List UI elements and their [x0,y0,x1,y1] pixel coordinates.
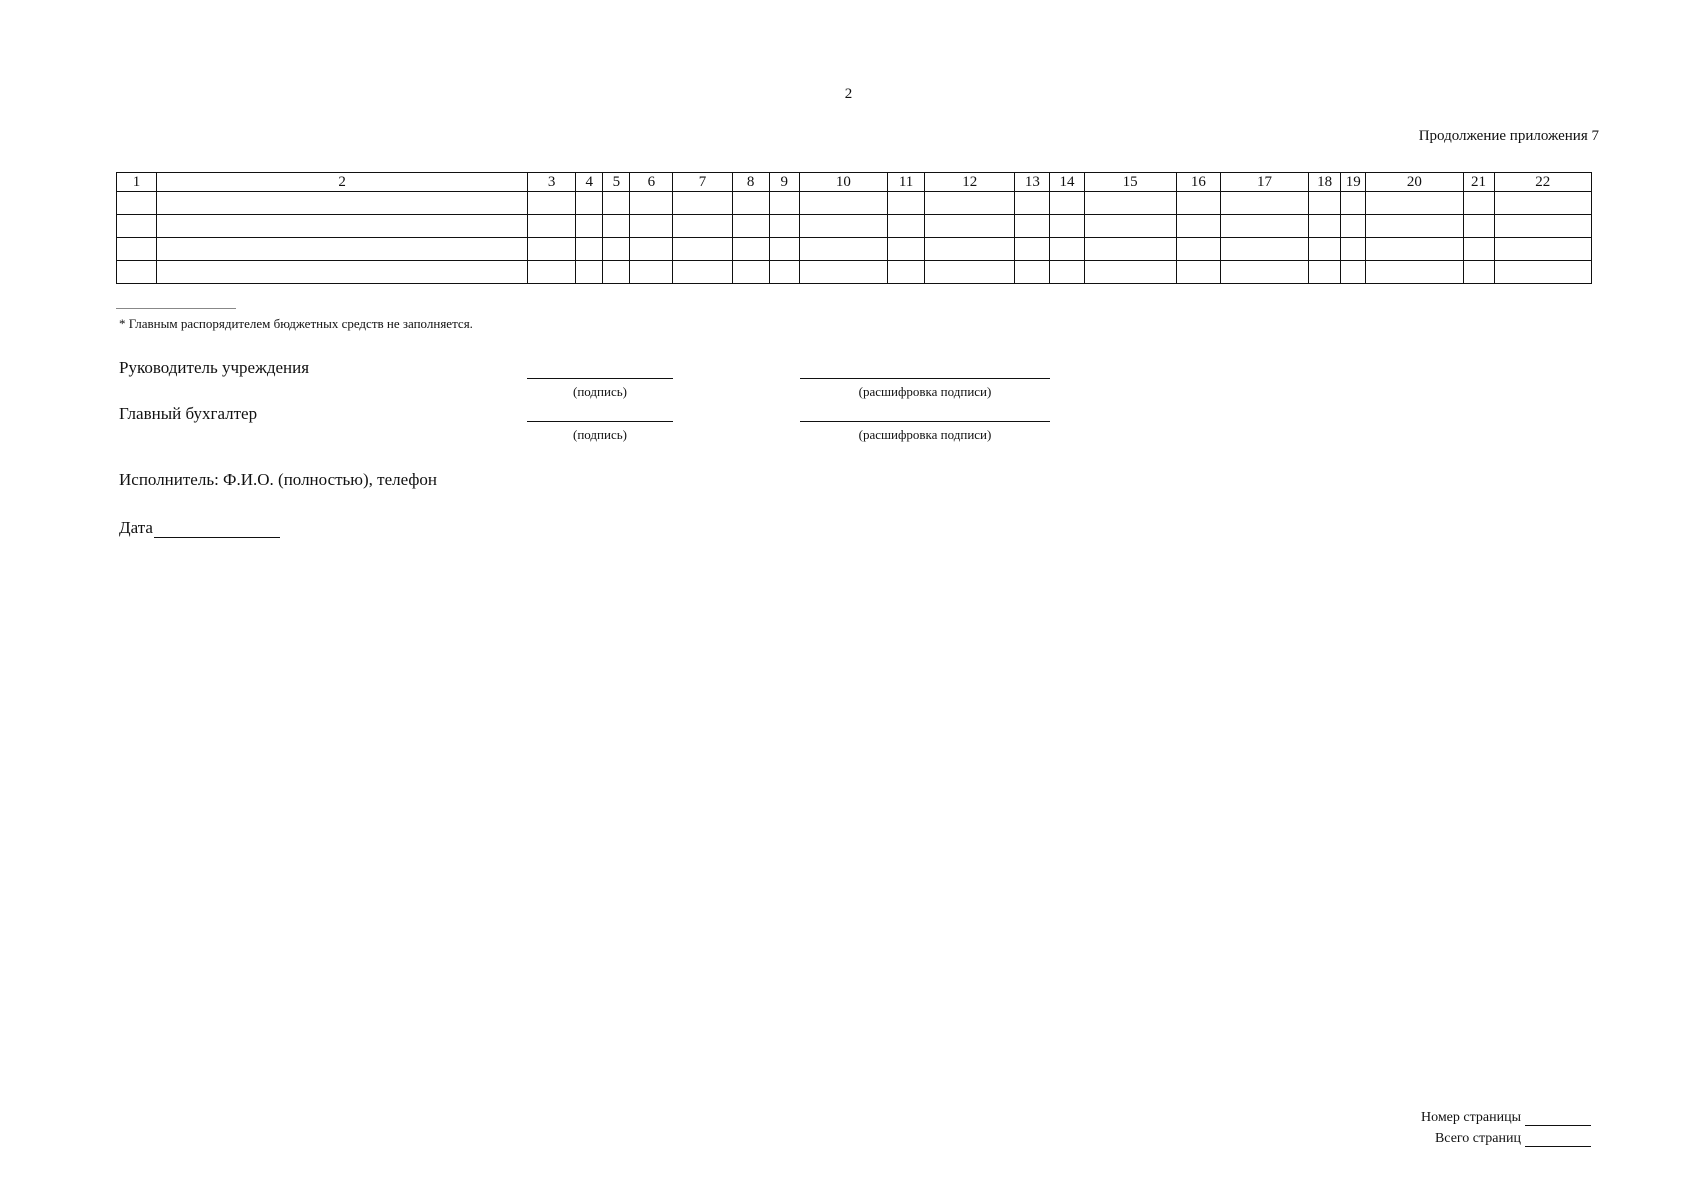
column-number-cell: 17 [1220,173,1308,192]
table-cell[interactable] [1463,261,1494,284]
table-row [117,215,1592,238]
table-cell[interactable] [1050,192,1084,215]
table-cell[interactable] [769,215,799,238]
date-row [119,518,280,538]
column-number-cell: 1 [117,173,157,192]
table-cell[interactable] [603,261,630,284]
table-cell[interactable] [1463,192,1494,215]
table-cell[interactable] [1341,238,1366,261]
table-cell[interactable] [732,192,769,215]
head-name-caption: (расшифровка подписи) [858,384,992,399]
table-cell[interactable] [888,192,925,215]
table-cell[interactable] [603,215,630,238]
table-cell[interactable] [1220,192,1308,215]
table-cell[interactable] [1220,238,1308,261]
table-cell[interactable] [1463,215,1494,238]
table-cell[interactable] [1341,215,1366,238]
form-table [116,172,1592,284]
table-cell[interactable] [925,192,1015,215]
table-cell[interactable] [1494,261,1591,284]
column-number-cell: 20 [1366,173,1463,192]
table-cell[interactable] [1341,261,1366,284]
accountant-name-caption: (расшифровка подписи) [858,427,992,442]
column-number-cell: 9 [769,173,799,192]
accountant-name-field[interactable] [800,421,1050,422]
table-cell[interactable] [603,192,630,215]
head-of-institution-label: Руководитель учреждения [119,358,310,377]
column-number-cell: 13 [1015,173,1050,192]
table-cell[interactable] [1015,238,1050,261]
table-cell[interactable] [1309,215,1341,238]
column-number-cell: 2 [157,173,528,192]
table-cell[interactable] [1050,238,1084,261]
table-cell[interactable] [528,192,576,215]
table-cell[interactable] [1050,215,1084,238]
table-cell[interactable] [528,261,576,284]
executor-label: Исполнитель: Ф.И.О. (полностью), телефон [119,470,437,489]
table-cell[interactable] [528,238,576,261]
table-cell[interactable] [1494,215,1591,238]
table-cell[interactable] [1494,192,1591,215]
table-cell[interactable] [673,215,732,238]
date-label: Дата [119,518,153,537]
table-cell[interactable] [673,238,732,261]
table-cell[interactable] [117,215,157,238]
table-cell[interactable] [157,192,528,215]
footnote: * Главным распорядителем бюджетных средств не заполняется. [119,316,473,331]
table-cell[interactable] [1366,238,1463,261]
table-cell[interactable] [1176,261,1220,284]
table-cell[interactable] [1176,215,1220,238]
page-number-row [1421,1110,1591,1126]
chief-accountant-label: Главный бухгалтер [119,404,258,423]
accountant-signature-caption: (подпись) [573,427,627,442]
table-cell[interactable] [1463,238,1494,261]
column-number-cell: 6 [630,173,673,192]
table-cell[interactable] [1084,261,1176,284]
table-cell[interactable] [1341,192,1366,215]
footnote-rule [116,308,236,309]
column-number-cell: 18 [1309,173,1341,192]
column-number-cell: 15 [1084,173,1176,192]
table-cell[interactable] [925,215,1015,238]
column-number-cell: 22 [1494,173,1591,192]
total-pages-field[interactable] [1525,1131,1591,1147]
table-cell[interactable] [576,261,603,284]
table-cell[interactable] [732,238,769,261]
table-cell[interactable] [888,261,925,284]
table-cell[interactable] [673,261,732,284]
table-cell[interactable] [1309,192,1341,215]
column-number-cell: 12 [925,173,1015,192]
table-cell[interactable] [117,238,157,261]
column-number-cell: 3 [528,173,576,192]
column-number-cell: 11 [888,173,925,192]
table-cell[interactable] [888,238,925,261]
appendix-continuation-label: Продолжение приложения 7 [1418,128,1599,144]
table-cell[interactable] [1366,261,1463,284]
table-row [117,238,1592,261]
total-pages-row [1435,1131,1591,1147]
head-name-field[interactable] [800,378,1050,379]
page-number-field[interactable] [1525,1110,1591,1126]
table-cell[interactable] [117,192,157,215]
table-cell[interactable] [630,238,673,261]
table-cell[interactable] [576,192,603,215]
table-cell[interactable] [925,238,1015,261]
table-cell[interactable] [732,261,769,284]
table-cell[interactable] [925,261,1015,284]
column-number-cell: 14 [1050,173,1084,192]
table-cell[interactable] [630,192,673,215]
table-cell[interactable] [576,215,603,238]
table-cell[interactable] [1494,238,1591,261]
column-number-cell: 16 [1176,173,1220,192]
table-cell[interactable] [1015,215,1050,238]
table-cell[interactable] [1309,238,1341,261]
table-cell[interactable] [799,261,887,284]
table-cell[interactable] [630,261,673,284]
table-cell[interactable] [1084,238,1176,261]
table-cell[interactable] [799,238,887,261]
table-cell[interactable] [603,238,630,261]
column-number-cell: 8 [732,173,769,192]
table-cell[interactable] [157,238,528,261]
column-number-cell: 10 [799,173,887,192]
table-cell[interactable] [888,215,925,238]
table-cell[interactable] [769,192,799,215]
table-cell[interactable] [1220,261,1308,284]
head-signature-caption: (подпись) [573,384,627,399]
table-cell[interactable] [799,215,887,238]
table-cell[interactable] [1176,238,1220,261]
table-cell[interactable] [1015,192,1050,215]
column-number-row [117,173,1592,192]
total-pages-label: Всего страниц [1434,1131,1521,1146]
table-cell[interactable] [157,215,528,238]
table-cell[interactable] [1366,192,1463,215]
table-cell[interactable] [769,238,799,261]
table-cell[interactable] [1084,215,1176,238]
column-number-cell: 4 [576,173,603,192]
table-cell[interactable] [1015,261,1050,284]
table-cell[interactable] [799,192,887,215]
table-cell[interactable] [1084,192,1176,215]
table-cell[interactable] [1309,261,1341,284]
head-signature-field[interactable] [527,378,673,379]
column-number-cell: 5 [603,173,630,192]
table-row [117,192,1592,215]
table-cell[interactable] [630,215,673,238]
column-number-cell: 19 [1341,173,1366,192]
column-number-cell: 21 [1463,173,1494,192]
accountant-signature-field[interactable] [527,421,673,422]
table-cell[interactable] [673,192,732,215]
table-row [117,261,1592,284]
table-cell[interactable] [1220,215,1308,238]
table-cell[interactable] [1366,215,1463,238]
table-cell[interactable] [117,261,157,284]
table-cell[interactable] [576,238,603,261]
column-number-cell: 7 [673,173,732,192]
table-cell[interactable] [528,215,576,238]
table-cell[interactable] [157,261,528,284]
table-cell[interactable] [769,261,799,284]
table-cell[interactable] [732,215,769,238]
date-field[interactable] [154,519,280,538]
table-cell[interactable] [1176,192,1220,215]
page-number: 2 [844,86,853,102]
table-cell[interactable] [1050,261,1084,284]
page-number-label: Номер страницы [1420,1110,1521,1125]
